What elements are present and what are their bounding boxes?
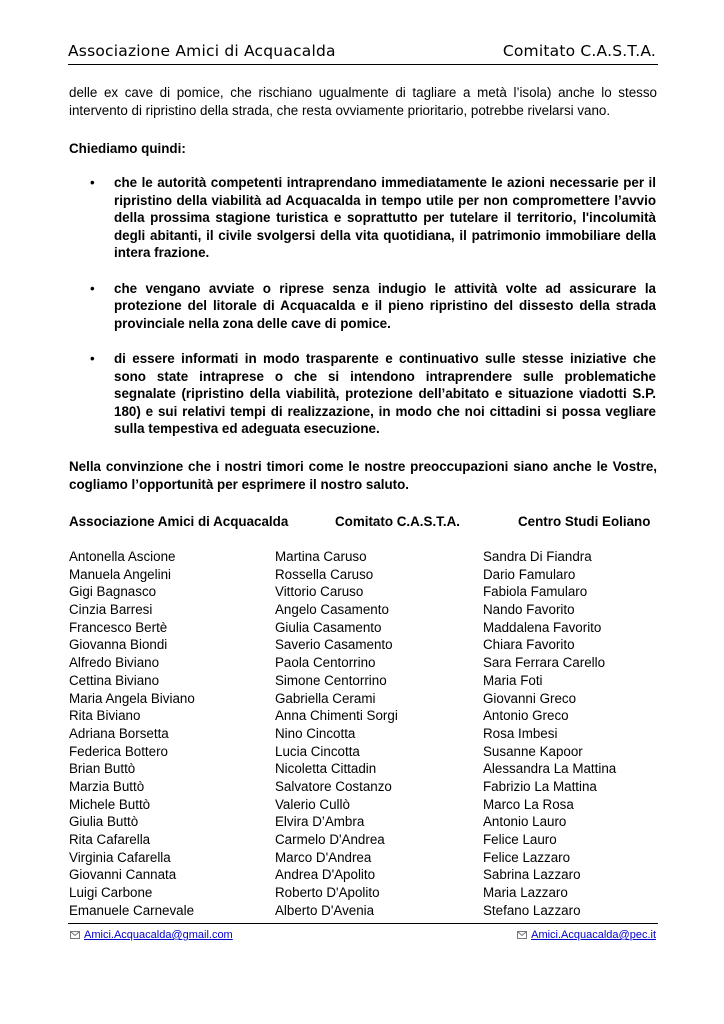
bullet-icon: • (90, 175, 95, 190)
signatory-name: Antonio Greco (483, 708, 569, 724)
signatory-name: Dario Famularo (483, 566, 576, 582)
signatory-name: Lucia Cincotta (275, 743, 360, 759)
signatory-name: Emanuele Carnevale (69, 902, 195, 918)
signatory-name: Salvatore Costanzo (275, 778, 392, 794)
bullet-icon: • (90, 350, 95, 366)
signatory-name: Fabrizio La Mattina (483, 778, 597, 794)
signatory-name: Marzia Buttò (69, 778, 145, 794)
signatory-name: Susanne Kapoor (483, 743, 583, 759)
signatory-name: Vittorio Caruso (275, 584, 364, 600)
signatory-name: Brian Buttò (69, 761, 136, 777)
signatory-name: Luigi Carbone (69, 885, 153, 901)
signatory-name: Manuela Angelini (69, 566, 171, 582)
signatory-name: Angelo Casamento (275, 602, 389, 618)
signatory-name: Rita Biviano (69, 708, 141, 724)
signatory-name: Maria Lazzaro (483, 885, 568, 901)
signatory-name: Giovanni Greco (483, 690, 577, 706)
signatory-name: Sara Ferrara Carello (483, 655, 606, 671)
signatory-name: Maddalena Favorito (483, 619, 602, 635)
header-association-name: Associazione Amici di Acquacalda (68, 42, 336, 60)
signature-column-committee (275, 548, 398, 919)
signature-column-study-center (483, 548, 616, 919)
request-item (90, 350, 656, 438)
signatory-name: Nicoletta Cittadin (275, 761, 377, 777)
signatory-name: Virginia Cafarella (69, 849, 171, 865)
request-text: che vengano avviate o riprese senza indugio le attività volte ad assicurare la protezione del litorale di Acquacalda e il pieno ripristino del dissesto della strada provinciale nella zona delle cave di pomice. (114, 280, 656, 331)
signatory-name: Elvira D’Ambra (275, 814, 365, 830)
signatory-name: Giulia Buttò (69, 814, 139, 830)
envelope-icon (517, 931, 527, 939)
signature-column-association (69, 548, 195, 919)
signatory-name: Marco La Rosa (483, 796, 574, 812)
signatory-name: Antonio Lauro (483, 814, 567, 830)
signatory-name: Roberto D'Apolito (275, 885, 380, 901)
signatory-name: Alessandra La Mattina (483, 761, 617, 777)
signatory-name: Giovanna Biondi (69, 637, 168, 653)
column-header-study-center: Centro Studi Eoliano (518, 514, 651, 529)
signatory-name: Sabrina Lazzaro (483, 867, 581, 883)
email-link-pec[interactable]: Amici.Acquacalda@pec.it (531, 929, 656, 941)
signatory-name: Giovanni Cannata (69, 867, 177, 883)
column-header-association: Associazione Amici di Acquacalda (69, 514, 289, 529)
signatory-name: Nando Favorito (483, 602, 575, 618)
signatory-name: Chiara Favorito (483, 637, 575, 653)
signatory-name: Cettina Biviano (69, 672, 160, 688)
signatory-name: Felice Lazzaro (483, 849, 571, 865)
signatory-name: Valerio Cullò (275, 796, 350, 812)
signature-column-headers (69, 514, 657, 534)
footer-email-left (70, 929, 233, 941)
envelope-icon (70, 931, 80, 939)
request-text: che le autorità competenti intraprendano immediatamente le azioni necessarie per il ripristino della viabilità ad Acquacalda in tempo utile per non compromettere l’avvio della prossima stagione turistica e soprattutto per tutelare il territorio, l'incolumità degli abitanti, il civile svolgersi della vita quotidiana, il patrimonio immobiliare della intera frazione. (114, 175, 656, 261)
signatory-name: Gabriella Cerami (275, 690, 376, 706)
signatory-name: Alberto D'Avenia (275, 902, 375, 918)
closing-paragraph: Nella convinzione che i nostri timori come le nostre preoccupazioni siano anche le Vostre, cogliamo l’opportunità per esprimere il nostro saluto. (69, 459, 657, 492)
signatory-name: Nino Cincotta (275, 725, 356, 741)
signatory-name: Andrea D'Apolito (275, 867, 376, 883)
signatory-name: Marco D'Andrea (275, 849, 372, 865)
page-header (68, 40, 658, 65)
request-item (90, 280, 656, 333)
signatory-name: Alfredo Biviano (69, 655, 160, 671)
signatory-name: Felice Lauro (483, 832, 557, 847)
signatory-name: Cinzia Barresi (69, 602, 153, 618)
signatory-name: Sandra Di Fiandra (483, 549, 592, 564)
page-footer (68, 923, 658, 944)
signatory-name: Maria Foti (483, 672, 543, 688)
paragraph-continuation: delle ex cave di pomice, che rischiano ugualmente di tagliare a metà l’isola) anche lo stesso intervento di ripristino della strada, che resta ovviamente prioritario, potrebbe rivelarsi vano. (69, 85, 657, 118)
paragraph-request-intro: Chiediamo quindi: (69, 141, 186, 156)
signatory-name: Martina Caruso (275, 549, 367, 564)
signatory-name: Saverio Casamento (275, 637, 393, 653)
footer-email-right (517, 929, 656, 941)
signatory-name: Francesco Bertè (69, 619, 168, 635)
header-committee-name: Comitato C.A.S.T.A. (502, 42, 656, 60)
request-list (90, 174, 656, 456)
signatory-name: Adriana Borsetta (69, 725, 169, 741)
signatory-name: Rosa Imbesi (483, 725, 558, 741)
signatory-name: Giulia Casamento (275, 619, 382, 635)
column-header-committee: Comitato C.A.S.T.A. (335, 514, 460, 529)
signatory-name: Anna Chimenti Sorgi (275, 708, 398, 724)
signatory-name: Simone Centorrino (275, 672, 387, 688)
signatory-name: Stefano Lazzaro (483, 902, 581, 918)
bullet-icon: • (90, 280, 95, 296)
signatory-name: Michele Buttò (69, 796, 151, 812)
signatory-name: Antonella Ascione (69, 549, 176, 564)
signatory-name: Fabiola Famularo (483, 584, 588, 600)
signatory-name: Gigi Bagnasco (69, 584, 157, 600)
request-text: di essere informati in modo trasparente e continuativo sulle stesse iniziative che sono state intraprese o che si intendono intraprendere sulle problematiche segnalate (ripristino della viabilità, protezione dell’abitato e situazione viadotti S.P. 180) e sui relativi tempi di realizzazione, in modo che noi cittadini si possa vegliare sulla tempestiva ed adeguata esecuzione. (114, 350, 656, 437)
email-link-gmail[interactable]: Amici.Acquacalda@gmail.com (84, 929, 233, 941)
signatory-name: Rossella Caruso (275, 566, 374, 582)
signatory-name: Federica Bottero (69, 743, 168, 759)
request-item (90, 174, 656, 262)
signatory-name: Paola Centorrino (275, 655, 376, 671)
signatory-name: Carmelo D'Andrea (275, 832, 385, 847)
signatory-name: Maria Angela Biviano (69, 690, 195, 706)
signatory-name: Rita Cafarella (69, 832, 151, 847)
